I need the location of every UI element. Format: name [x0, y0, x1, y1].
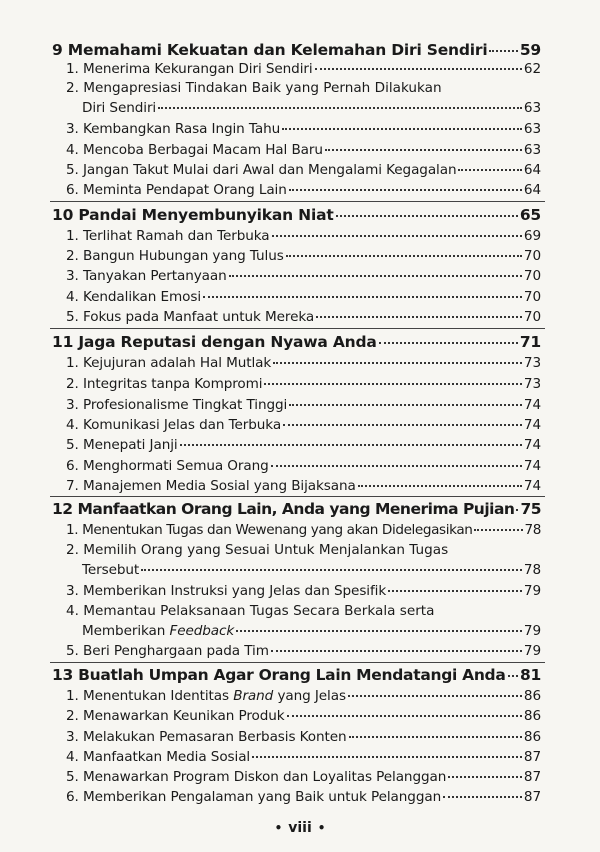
toc-entry — [66, 769, 541, 785]
toc-entry — [66, 162, 541, 178]
entry-page: 74 — [523, 458, 541, 474]
dot-leader — [458, 169, 521, 171]
chapter-page: 75 — [520, 500, 542, 518]
chapter-9-heading — [52, 41, 541, 59]
entry-label: 5. Menawarkan Program Diskon dan Loyalitas Pelanggan — [66, 769, 447, 785]
entry-page: 74 — [523, 437, 541, 453]
entry-label: 1. Menentukan Tugas dan Wewenang yang akan Didelegasikan — [66, 522, 473, 538]
dot-leader — [448, 776, 522, 778]
entry-label: 6. Menghormati Semua Orang — [66, 458, 269, 474]
dot-leader — [229, 275, 522, 277]
dot-leader — [282, 128, 522, 130]
chapter-title: 9 Memahami Kekuatan dan Kelemahan Diri Sendiri — [52, 41, 488, 59]
entry-page: 87 — [523, 769, 541, 785]
section-divider — [50, 328, 545, 329]
toc-entry — [66, 142, 541, 158]
entry-page: 70 — [523, 309, 541, 325]
entry-page: 64 — [523, 162, 541, 178]
dot-leader — [287, 715, 522, 717]
chapter-title: 10 Pandai Menyembunyikan Niat — [52, 206, 334, 224]
entry-page: 70 — [523, 268, 541, 284]
dot-leader — [236, 630, 522, 632]
dot-leader — [516, 509, 518, 511]
dot-leader — [271, 650, 522, 652]
dot-leader — [315, 68, 522, 70]
toc-entry — [66, 121, 541, 137]
toc-entry — [66, 437, 541, 453]
entry-label: 4. Manfaatkan Media Sosial — [66, 749, 251, 765]
chapter-page: 71 — [519, 333, 541, 351]
entry-page: 87 — [523, 789, 541, 805]
toc-entry — [66, 458, 541, 474]
entry-page: 74 — [523, 417, 541, 433]
entry-page: 63 — [523, 142, 541, 158]
entry-label: 5. Fokus pada Manfaat untuk Mereka — [66, 309, 315, 325]
entry-page: 74 — [523, 397, 541, 413]
entry-label: 2. Bangun Hubungan yang Tulus — [66, 248, 284, 264]
dot-leader — [203, 296, 522, 298]
dot-leader — [180, 444, 522, 446]
footer-bullet-left: • — [274, 821, 283, 835]
toc-entry — [66, 268, 541, 284]
chapter-title: 12 Manfaatkan Orang Lain, Anda yang Menerima Pujian — [52, 500, 515, 518]
entry-page: 78 — [524, 522, 541, 538]
toc-entry — [66, 749, 541, 765]
toc-entry — [66, 789, 541, 805]
brand-italic: Brand — [233, 688, 274, 704]
chapter-page: 81 — [520, 666, 541, 684]
entry-label: 1. Menerima Kekurangan Diri Sendiri — [66, 61, 313, 77]
entry-page: 86 — [523, 708, 541, 724]
entry-label: 6. Memberikan Pengalaman yang Baik untuk Pelanggan — [66, 789, 442, 805]
toc-entry — [66, 248, 541, 264]
entry-page: 86 — [523, 688, 541, 704]
toc-entry — [82, 100, 541, 116]
dot-leader — [283, 424, 522, 426]
page-footer — [0, 820, 600, 836]
toc-entry — [66, 688, 541, 704]
entry-label: 3. Profesionalisme Tingkat Tinggi — [66, 397, 288, 413]
entry-label-line1: 2. Memilih Orang yang Sesuai Untuk Menjalankan Tugas — [66, 542, 449, 558]
toc-entry — [66, 289, 541, 305]
chapter-10-heading — [52, 206, 541, 224]
chapter-11-heading — [52, 333, 541, 351]
entry-label-line2: Diri Sendiri — [82, 100, 157, 116]
dot-leader — [349, 736, 522, 738]
entry-label: 2. Integritas tanpa Kompromi — [66, 376, 263, 392]
toc-entry — [66, 309, 541, 325]
entry-page: 78 — [523, 562, 541, 578]
footer-bullet-right: • — [317, 821, 326, 835]
dot-leader — [271, 465, 522, 467]
dot-leader — [141, 569, 522, 571]
feedback-italic: Feedback — [169, 623, 235, 639]
section-divider — [50, 201, 545, 202]
dot-leader — [508, 675, 519, 677]
dot-leader — [264, 383, 521, 385]
dot-leader — [348, 695, 522, 697]
toc-entry — [66, 708, 541, 724]
entry-label: 5. Menepati Janji — [66, 437, 178, 453]
entry-label: 3. Melakukan Pemasaran Berbasis Konten — [66, 729, 347, 745]
chapter-page: 59 — [519, 41, 541, 59]
page-number: viii — [288, 820, 312, 836]
dot-leader — [443, 796, 522, 798]
dot-leader — [289, 189, 522, 191]
entry-label: 2. Menawarkan Keunikan Produk — [66, 708, 285, 724]
toc-entry — [82, 623, 541, 639]
entry-page: 69 — [523, 228, 541, 244]
entry-page: 74 — [523, 478, 541, 494]
toc-entry — [66, 228, 541, 244]
entry-label-line1: 2. Mengapresiasi Tindakan Baik yang Pernah Dilakukan — [66, 80, 442, 96]
chapter-title: 11 Jaga Reputasi dengan Nyawa Anda — [52, 333, 377, 351]
entry-page: 73 — [523, 376, 541, 392]
entry-label: 5. Jangan Takut Mulai dari Awal dan Mengalami Kegagalan — [66, 162, 457, 178]
entry-label: 1. Menentukan Identitas Brand yang Jelas — [66, 688, 346, 704]
toc-entry — [66, 522, 541, 538]
entry-label: 3. Memberikan Instruksi yang Jelas dan Spesifik — [66, 583, 387, 599]
entry-page: 87 — [523, 749, 541, 765]
dot-leader — [325, 149, 522, 151]
entry-label: 3. Kembangkan Rasa Ingin Tahu — [66, 121, 281, 137]
entry-label: 1. Terlihat Ramah dan Terbuka — [66, 228, 270, 244]
entry-page: 62 — [523, 61, 541, 77]
dot-leader — [158, 107, 522, 109]
entry-page: 70 — [523, 289, 541, 305]
dot-leader — [252, 756, 522, 758]
entry-label: 5. Beri Penghargaan pada Tim — [66, 643, 269, 659]
chapter-page: 65 — [519, 206, 541, 224]
toc-entry — [82, 562, 541, 578]
toc-entry — [66, 182, 541, 198]
dot-leader — [273, 362, 522, 364]
entry-page: 70 — [523, 248, 541, 264]
entry-page: 63 — [523, 121, 541, 137]
entry-page: 64 — [523, 182, 541, 198]
toc-entry — [66, 355, 541, 371]
toc-entry — [66, 397, 541, 413]
entry-page: 86 — [523, 729, 541, 745]
section-divider — [50, 496, 545, 497]
dot-leader — [286, 255, 522, 257]
toc-entry — [66, 583, 541, 599]
toc-entry — [66, 61, 541, 77]
dot-leader — [379, 342, 518, 344]
dot-leader — [388, 590, 522, 592]
chapter-title: 13 Buatlah Umpan Agar Orang Lain Mendatangi Anda — [52, 666, 506, 684]
entry-label: 6. Meminta Pendapat Orang Lain — [66, 182, 287, 198]
entry-page: 79 — [523, 623, 541, 639]
chapter-13-heading — [52, 666, 541, 684]
dot-leader — [358, 485, 522, 487]
entry-page: 79 — [523, 643, 541, 659]
entry-label: 7. Manajemen Media Sosial yang Bijaksana — [66, 478, 356, 494]
dot-leader — [336, 215, 518, 217]
entry-label: 4. Komunikasi Jelas dan Terbuka — [66, 417, 282, 433]
dot-leader — [272, 235, 522, 237]
dot-leader — [316, 316, 522, 318]
entry-label: 4. Mencoba Berbagai Macam Hal Baru — [66, 142, 323, 158]
entry-label-line1: 4. Memantau Pelaksanaan Tugas Secara Berkala serta — [66, 603, 435, 619]
section-divider — [50, 662, 545, 663]
dot-leader — [489, 50, 517, 52]
toc-entry — [66, 643, 541, 659]
entry-label: 3. Tanyakan Pertanyaan — [66, 268, 227, 284]
entry-label-line2: Tersebut — [82, 562, 140, 578]
entry-page: 73 — [523, 355, 541, 371]
toc-entry — [66, 729, 541, 745]
entry-page: 79 — [523, 583, 541, 599]
entry-page: 63 — [523, 100, 541, 116]
entry-label-line2: Memberikan Feedback — [82, 623, 235, 639]
toc-entry — [66, 417, 541, 433]
toc-entry — [66, 478, 541, 494]
entry-label: 1. Kejujuran adalah Hal Mutlak — [66, 355, 272, 371]
dot-leader — [289, 404, 522, 406]
entry-label: 4. Kendalikan Emosi — [66, 289, 202, 305]
dot-leader — [474, 529, 522, 531]
chapter-12-heading — [52, 500, 541, 518]
toc-entry — [66, 376, 541, 392]
